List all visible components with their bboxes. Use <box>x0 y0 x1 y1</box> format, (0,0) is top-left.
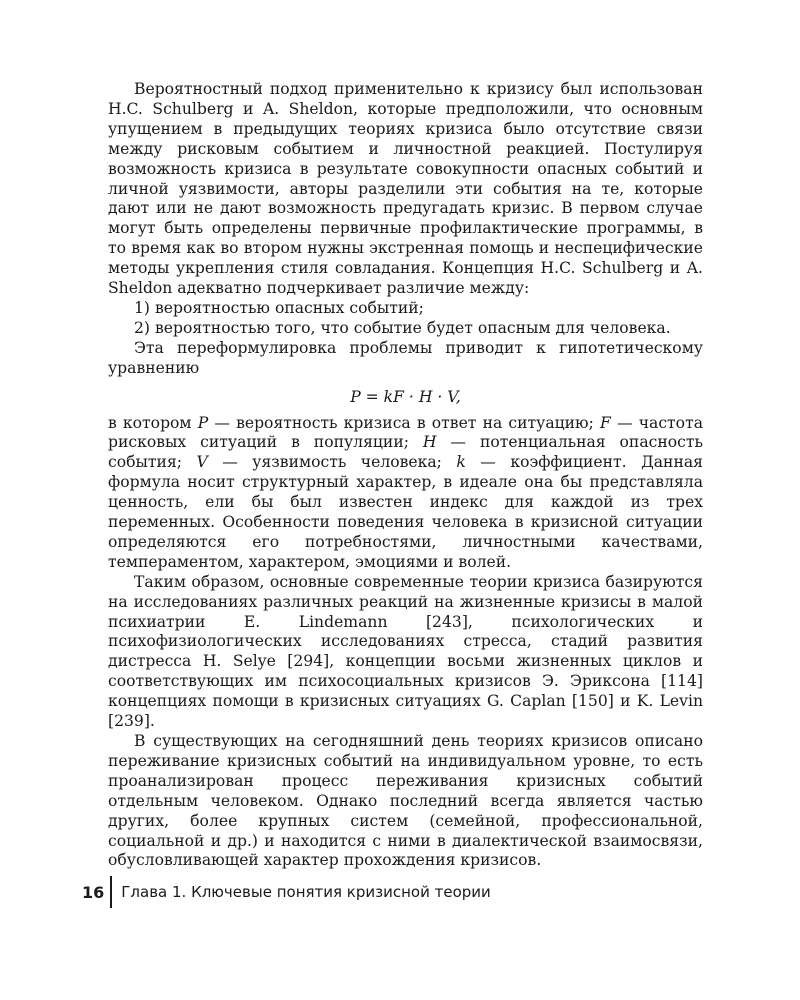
page-number: 16 <box>82 882 105 902</box>
formula <box>108 388 703 408</box>
variable-h: H <box>422 433 437 452</box>
list-item-1: 1) вероятностью опасных событий; <box>134 298 424 317</box>
variable-v: V <box>196 453 208 472</box>
variables-text-4: — потенциальная опасность события; <box>108 433 703 472</box>
page-footer <box>82 876 491 908</box>
paragraph-existing-theories: В существующих на сегодняшний день теориях кризисов описано переживание кризисных событий на индивидуальном уровне, то есть проанализирован процесс переживания кризисных событий отдельным человеком. Однако последний всегда является частью других, более крупных систем (семейной, профессиональной, социальной и др.) и находится с ними в диалектической взаимосвязи, обусловливающей характер прохождения кризисов. <box>108 732 703 870</box>
variable-f: F <box>600 413 611 432</box>
variable-p: P <box>197 413 209 432</box>
variables-text-1: в котором <box>108 413 198 432</box>
footer-divider <box>110 876 112 908</box>
chapter-title: Глава 1. Ключевые понятия кризисной теории <box>121 883 491 901</box>
page-body <box>108 80 703 871</box>
variable-k: k <box>456 453 466 472</box>
variables-text-3: — частота рисковых ситуаций в популяции; <box>108 413 703 452</box>
variables-text-5: — уязвимость человека; <box>207 453 457 472</box>
paragraph-reformulation: Эта переформулировка проблемы приводит к гипотетическому уравнению <box>108 338 703 377</box>
paragraph-schulberg: Вероятностный подход применительно к кризису был использован H.C. Schulberg и A. Sheldon, которые предположили, что основным упущением в предыдущих теориях кризиса было отсутствие связи между рисковым событием и личностной реакцией. Постулируя возможность кризиса в результате совокупности опасных событий и личной уязвимости, авторы разделили эти события на те, которые дают или не дают возможность предугадать кризис. В первом случае могут быть определены первичные профилактические программы, в то время как во втором нужны экстренная помощь и неспецифические методы укрепления стиля совладания. Концепция H.C. Schulberg и A. Sheldon адекватно подчеркивает различие между: <box>108 80 703 298</box>
formula-text: P = kF · H · V, <box>350 387 461 406</box>
variables-text-2: — вероятность кризиса в ответ на ситуацию; <box>208 413 601 432</box>
paragraph-modern-theories: Таким образом, основные современные теории кризиса базируются на исследованиях различных реакций на жизненные кризисы в малой психиатрии E. Lindemann [243], психологических и психофизиологических исследованиях стресса, стадий развития дистресса H. Selye [294], концепции восьми жизненных циклов и соответствующих им психосоциальных кризисов Э. Эриксона [114] концепциях помощи в кризисных ситуациях G. Caplan [150] и K. Levin [239]. <box>108 572 703 731</box>
list-item-2: 2) вероятностью того, что событие будет опасным для человека. <box>134 318 671 337</box>
paragraph-variables <box>108 414 703 573</box>
variables-text-6: — коэффициент. Данная формула носит структурный характер, в идеале она бы представляла ценность, ели бы был известен индекс для каждой из трех переменных. Особенности поведения человека в кризисной ситуации определяются его потребностями, личностными качествами, темпераментом, характером, эмоциями и волей. <box>108 453 703 571</box>
